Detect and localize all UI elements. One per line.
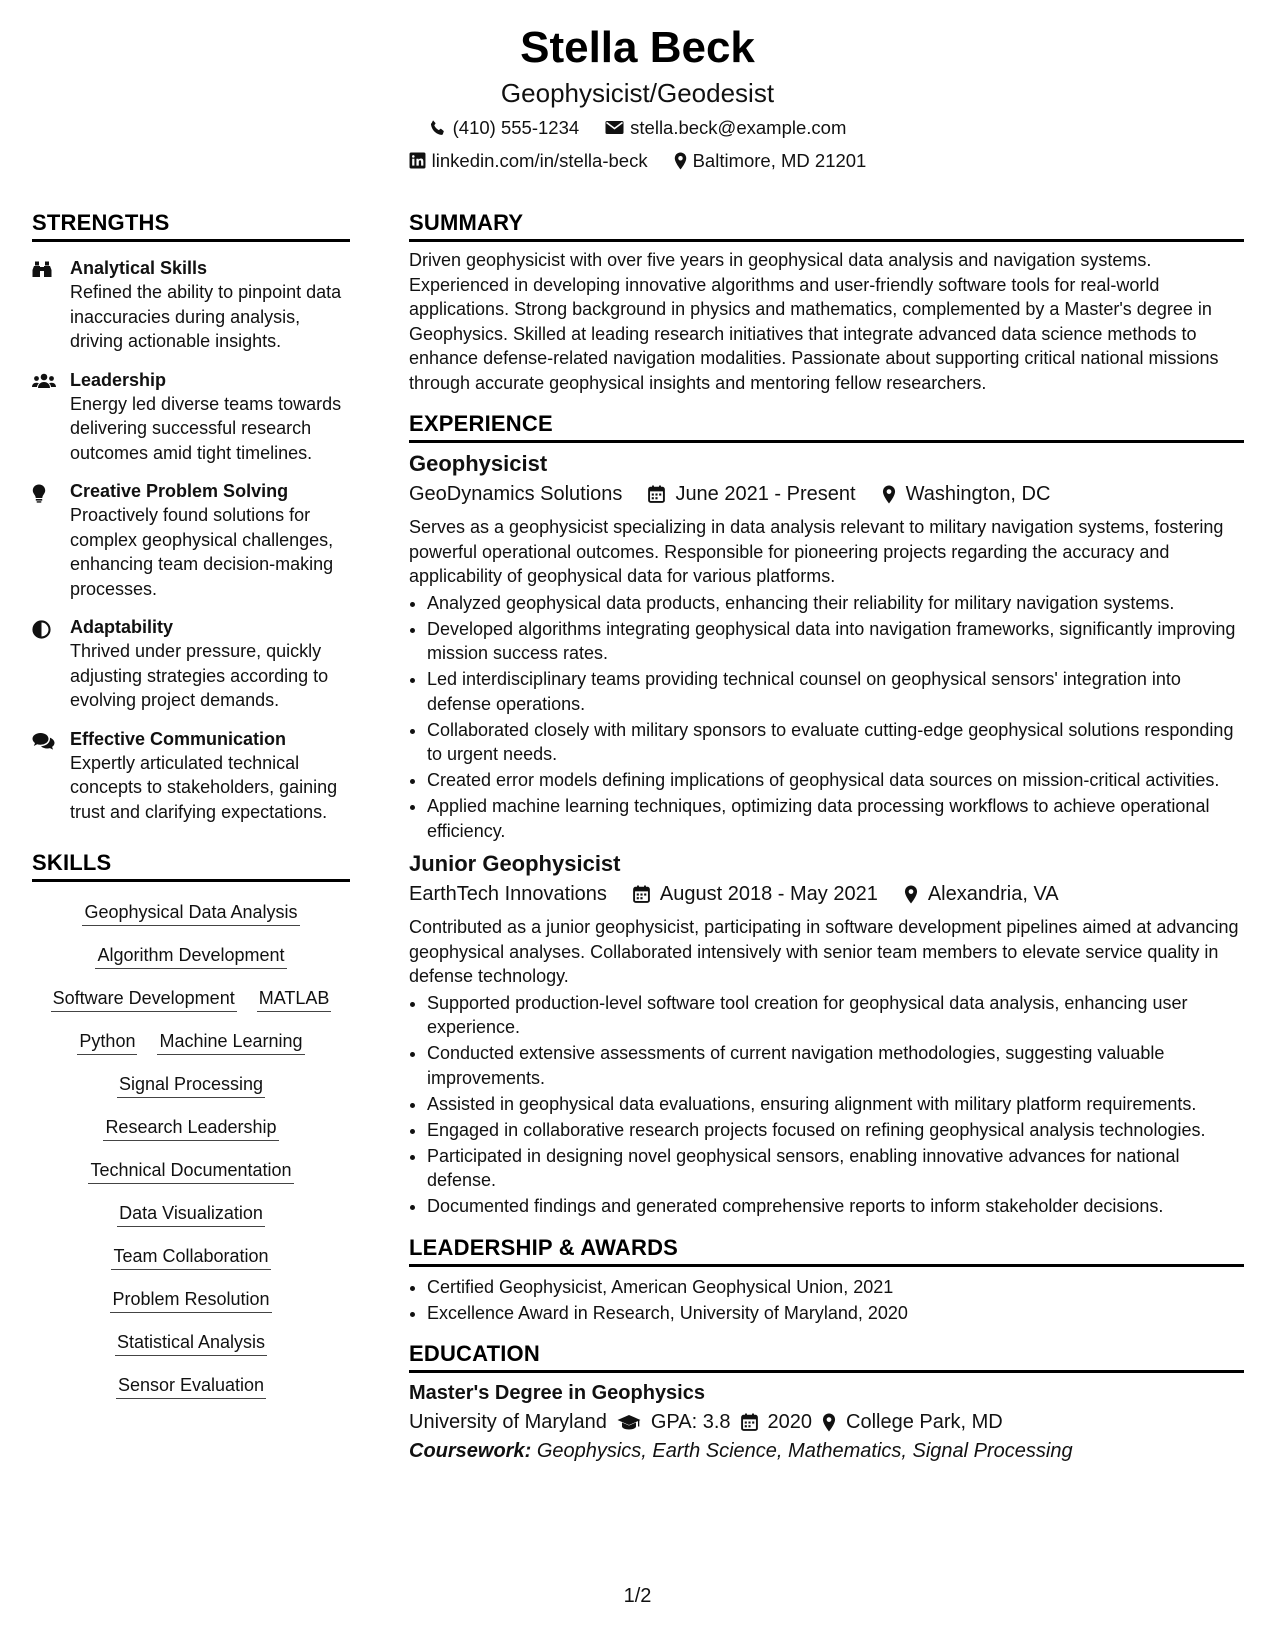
map-marker-icon (882, 485, 896, 504)
skill-tag: MATLAB (257, 986, 332, 1012)
experience-heading: EXPERIENCE (409, 409, 1244, 443)
strength-desc: Refined the ability to pinpoint data inaccuracies during analysis, driving actionable insights. (70, 282, 342, 351)
list-item: • Participated in designing novel geophysical sensors, enabling innovative advances for national defense. (427, 1144, 1244, 1193)
phone-icon (429, 119, 447, 137)
calendar-icon (648, 485, 665, 503)
list-item: • Collaborated closely with military sponsors to evaluate cutting-edge geophysical solutions responding to urgent needs. (427, 718, 1244, 767)
phone-contact (429, 112, 580, 143)
calendar-icon (633, 885, 650, 903)
awards-list (409, 1275, 1244, 1326)
binoculars-icon (32, 261, 52, 278)
right-column (409, 208, 1244, 1465)
strength-desc: Energy led diverse teams towards delivering successful research outcomes amid tight timelines. (70, 393, 342, 463)
job-dates: June 2021 - Present (675, 483, 856, 505)
strength-item (32, 256, 350, 354)
skill-tag: Team Collaboration (111, 1244, 270, 1270)
awards-heading: LEADERSHIP & AWARDS (409, 1233, 1244, 1267)
job-title: Junior Geophysicist (409, 851, 621, 876)
school-location: College Park, MD (846, 1411, 1003, 1433)
email-contact[interactable] (605, 112, 846, 143)
strength-item (32, 368, 350, 466)
job-location: Alexandria, VA (927, 883, 1059, 905)
list-item: • Excellence Award in Research, University of Maryland, 2020 (427, 1301, 1244, 1326)
page-number: 1/2 (623, 1585, 652, 1607)
coursework-list: Geophysics, Earth Science, Mathematics, Signal Processing (536, 1440, 1073, 1462)
strengths-heading: STRENGTHS (32, 208, 350, 242)
graduation-cap-icon (617, 1414, 641, 1431)
skills-list (32, 900, 350, 1399)
job-location: Washington, DC (905, 483, 1051, 505)
list-item: • Conducted extensive assessments of current navigation methodologies, suggesting valuable improvements. (427, 1041, 1244, 1090)
job-company: EarthTech Innovations (409, 883, 607, 905)
job-entry (409, 849, 1244, 1219)
list-item: • Developed algorithms integrating geophysical data into navigation frameworks, significantly improving mission success rates. (427, 617, 1244, 666)
calendar-icon (741, 1413, 758, 1431)
strength-item (32, 615, 350, 713)
graduation-year: 2020 (767, 1411, 813, 1433)
list-item: • Created error models defining implications of geophysical data sources on mission-critical activities. (427, 768, 1244, 793)
job-bullets (409, 991, 1244, 1219)
candidate-title: Geophysicist/Geodesist (500, 78, 775, 108)
gpa-text: GPA: 3.8 (650, 1411, 731, 1433)
skill-tag: Geophysical Data Analysis (82, 900, 299, 926)
linkedin-text[interactable]: linkedin.com/in/stella-beck (431, 150, 648, 171)
education-heading: EDUCATION (409, 1339, 1244, 1373)
strength-title: Creative Problem Solving (70, 481, 289, 501)
contact-row-1 (0, 112, 1275, 143)
contact-row-2 (0, 145, 1275, 176)
list-item: • Analyzed geophysical data products, enhancing their reliability for military navigation systems. (427, 591, 1244, 616)
skill-tag: Problem Resolution (110, 1287, 271, 1313)
job-description: Contributed as a junior geophysicist, participating in software development pipelines aimed at advancing geophysical analyses. Collaborated intensively with senior team members to elevate service quality in defense technology. (409, 917, 1239, 986)
skill-tag: Python (77, 1029, 137, 1055)
phone-text: (410) 555-1234 (452, 117, 580, 138)
summary-text: Driven geophysicist with over five years in geophysical data analysis and navigation systems. Experienced in developing innovative algorithms and user-friendly software tools for real-world applications. Strong background in physics and mathematics, complemented by a Master's degree in Geophysics. Skilled at leading research initiatives that integrate advanced data science methods to enhance defense-related navigation modalities. Passionate about supporting critical national missions through accurate geophysical insights and mentoring fellow researchers. (409, 250, 1219, 393)
adjust-icon (32, 620, 51, 639)
coursework (409, 1437, 1244, 1465)
map-marker-icon (904, 885, 918, 904)
strength-title: Leadership (70, 369, 167, 390)
users-icon (32, 373, 56, 389)
job-description: Serves as a geophysicist specializing in data analysis relevant to military navigation systems, fostering powerful operational outcomes. Responsible for pioneering projects regarding the accuracy and applicability of geophysical data for various platforms. (409, 517, 1224, 586)
strength-desc: Proactively found solutions for complex geophysical challenges, enhancing team decision-making processes. (70, 505, 334, 599)
left-column (32, 208, 350, 1399)
strength-title: Analytical Skills (70, 258, 208, 278)
coursework-label: Coursework: (409, 1440, 532, 1462)
skill-tag: Signal Processing (117, 1072, 265, 1098)
skill-tag: Algorithm Development (95, 943, 286, 969)
list-item: • Supported production-level software tool creation for geophysical data analysis, enhancing user experience. (427, 991, 1244, 1040)
list-item: • Certified Geophysicist, American Geophysical Union, 2021 (427, 1275, 1244, 1300)
skill-tag: Technical Documentation (88, 1158, 293, 1184)
map-marker-icon (822, 1413, 836, 1432)
list-item: • Assisted in geophysical data evaluations, ensuring alignment with military platform requirements. (427, 1092, 1244, 1117)
skill-tag: Research Leadership (103, 1115, 278, 1141)
strength-desc: Expertly articulated technical concepts to stakeholders, gaining trust and clarifying expectations. (70, 752, 338, 822)
strength-item (32, 479, 350, 601)
linkedin-icon (409, 152, 426, 169)
list-item: • Applied machine learning techniques, optimizing data processing workflows to achieve operational efficiency. (427, 794, 1244, 843)
job-company: GeoDynamics Solutions (409, 483, 623, 505)
strength-title: Effective Communication (70, 728, 287, 749)
email-text[interactable]: stella.beck@example.com (630, 117, 847, 138)
skill-tag: Software Development (51, 986, 237, 1012)
lightbulb-icon (32, 484, 46, 503)
skill-tag: Sensor Evaluation (116, 1373, 266, 1399)
location-contact (674, 145, 867, 176)
education-meta (409, 1407, 1244, 1437)
skill-tag: Machine Learning (157, 1029, 304, 1055)
skill-tag: Statistical Analysis (115, 1330, 267, 1356)
job-bullets (409, 591, 1244, 844)
summary-heading: SUMMARY (409, 208, 1244, 242)
school-name: University of Maryland (409, 1411, 607, 1433)
job-meta (409, 879, 1244, 909)
envelope-icon (605, 120, 624, 135)
map-marker-icon (674, 152, 687, 170)
degree-title: Master's Degree in Geophysics (409, 1382, 705, 1404)
location-text: Baltimore, MD 21201 (692, 150, 867, 171)
candidate-name: Stella Beck (520, 23, 755, 72)
skills-heading: SKILLS (32, 848, 350, 882)
job-title: Geophysicist (409, 451, 548, 476)
linkedin-contact[interactable] (409, 145, 648, 176)
strengths-list (32, 256, 350, 824)
comments-icon (32, 732, 55, 750)
job-dates: August 2018 - May 2021 (659, 883, 878, 905)
strength-title: Adaptability (70, 617, 174, 637)
list-item: • Documented findings and generated comprehensive reports to inform stakeholder decisions. (427, 1194, 1244, 1219)
strength-item (32, 727, 350, 825)
job-meta (409, 479, 1244, 509)
resume-header (0, 20, 1275, 176)
list-item: • Engaged in collaborative research projects focused on refining geophysical analysis technologies. (427, 1118, 1244, 1143)
job-entry (409, 449, 1244, 843)
skill-tag: Data Visualization (117, 1201, 265, 1227)
list-item: • Led interdisciplinary teams providing technical counsel on geophysical sensors' integration into defense operations. (427, 667, 1244, 716)
strength-desc: Thrived under pressure, quickly adjusting strategies according to evolving project demands. (70, 641, 329, 710)
